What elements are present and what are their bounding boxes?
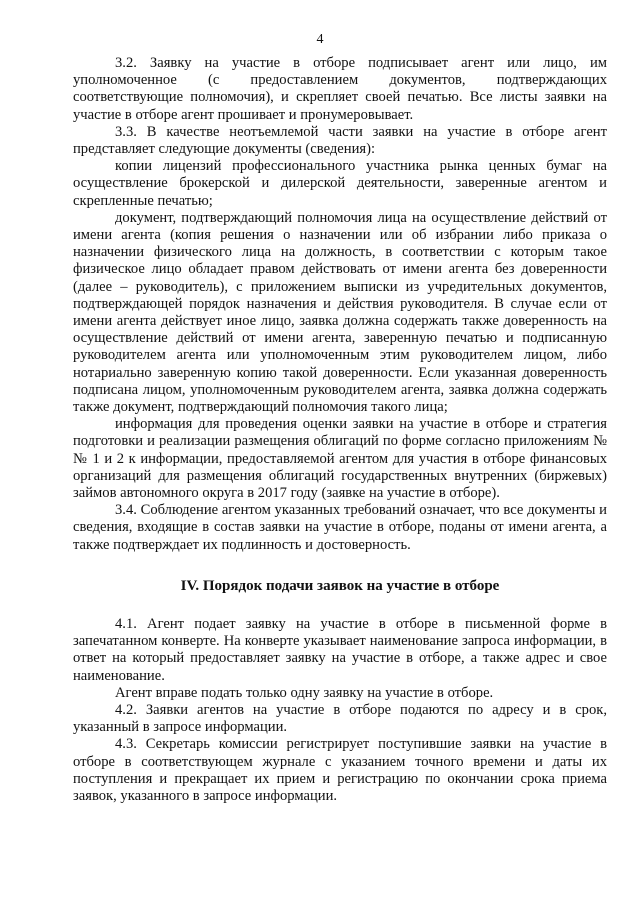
section-heading: IV. Порядок подачи заявок на участие в отборе [180,577,500,594]
paragraph-3-3: 3.3. В качестве неотъемлемой части заявки на участие в отборе агент представляет следующие документы (сведения): [73,123,607,158]
page-number: 4 [316,32,324,47]
paragraph-4-2: 4.2. Заявки агентов на участие в отборе подаются по адресу и в срок, указанный в запросе информации. [73,701,607,736]
document-body [73,55,607,805]
paragraph-4-3: 4.3. Секретарь комиссии регистрирует поступившие заявки на участие в отборе в соответствующем журнале с указанием точного времени и даты их поступления и прекращает их прием и регистрацию по окончании срока приема заявок, указанного в запросе информации. [73,736,607,804]
paragraph-3-4: 3.4. Соблюдение агентом указанных требований означает, что все документы и сведения, входящие в состав заявки на участие в отборе, поданы от имени агента, а также подтверждает их подлинность и достоверность. [73,502,607,553]
paragraph-licenses: копии лицензий профессионального участника рынка ценных бумаг на осуществление брокерской и дилерской деятельности, заверенные агентом и скрепленные печатью; [73,158,607,209]
paragraph-single-application: Агент вправе подать только одну заявку на участие в отборе. [115,684,494,701]
paragraph-evaluation-info: информация для проведения оценки заявки на участие в отборе и стратегия подготовки и реализации размещения облигаций по форме согласно приложениям №№ 1 и 2 к информации, предоставляемой агентом для участия в отборе финансовых организаций для размещения облигаций государственных внутренних (биржевых) займов автономного округа в 2017 году (заявке на участие в отборе). [73,416,607,502]
paragraph-4-1: 4.1. Агент подает заявку на участие в отборе в письменной форме в запечатанном конверте. На конверте указывает наименование запроса информации, в ответ на который предоставляет заявку на участие в отборе, а также адрес и свое наименование. [73,615,607,684]
paragraph-3-2: 3.2. Заявку на участие в отборе подписывает агент или лицо, им уполномоченное (с предоставлением документов, подтверждающих соответствующие полномочия), и скрепляет своей печатью. Все листы заявки на участие в отборе агент прошивает и пронумеровывает. [73,55,607,123]
paragraph-authority-document: документ, подтверждающий полномочия лица на осуществление действий от имени агента (копия решения о назначении или об избрании либо приказа о назначении физического лица на должность, в соответствии с которым такое физическое лицо обладает правом действовать от имени агента без доверенности (далее – руководитель), с приложением выписки из учредительных документов, подтверждающей порядок назначения и действия руководителя. В случае если от имени агента действует иное лицо, заявка должна содержать также доверенность на осуществление действий от имени агента, заверенную печатью и подписанную руководителем агента или уполномоченным этим руководителем лицом, либо нотариально заверенную копию такой доверенности. Если указанная доверенность подписана лицом, уполномоченным руководителем агента, заявка должна содержать также документ, подтверждающий полномочия такого лица; [73,209,607,416]
